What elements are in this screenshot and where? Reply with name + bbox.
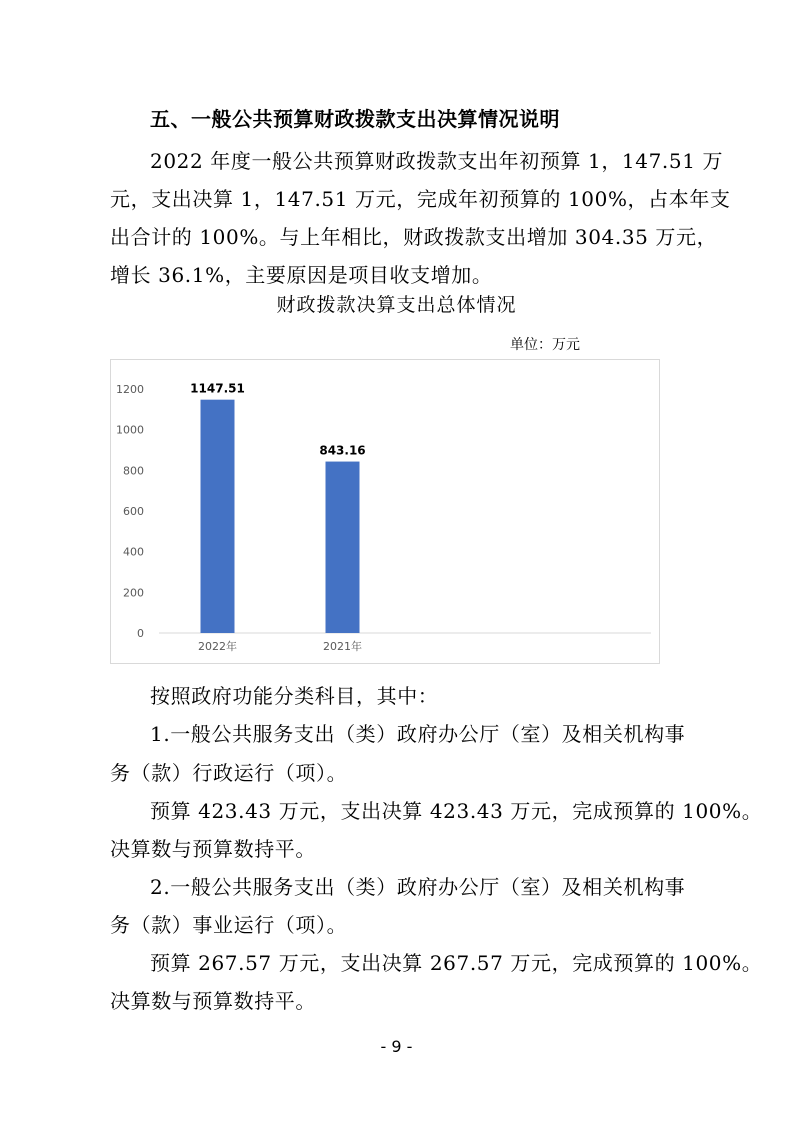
y-tick-label: 1200 xyxy=(116,383,144,396)
classification-intro: 按照政府功能分类科目，其中： xyxy=(150,684,439,708)
intro-line-4: 增长 36.1%，主要原因是项目收支增加。 xyxy=(110,263,493,287)
y-tick-label: 400 xyxy=(123,545,144,559)
unit-label: 单位：万元 xyxy=(510,337,580,353)
item-2-detail-line-1: 预算 267.57 万元，支出决算 267.57 万元，完成预算的 100%。 xyxy=(150,951,763,975)
bar-2022年 xyxy=(201,400,235,633)
page-number: - 9 - xyxy=(380,1037,413,1056)
section-heading: 五、一般公共预算财政拨款支出决算情况说明 xyxy=(150,107,560,131)
x-tick-label: 2022年 xyxy=(198,640,237,653)
y-tick-label: 800 xyxy=(123,464,144,478)
bar-2021年 xyxy=(326,462,360,633)
item-2-detail-line-2: 决算数与预算数持平。 xyxy=(110,989,316,1013)
item-1-detail-line-1: 预算 423.43 万元，支出决算 423.43 万元，完成预算的 100%。 xyxy=(150,799,763,823)
x-tick-label: 2021年 xyxy=(323,640,362,653)
item-2-title-line-2: 务（款）事业运行（项）。 xyxy=(110,913,348,937)
chart-title: 财政拨款决算支出总体情况 xyxy=(276,294,517,316)
item-1-title-line-1: 1.一般公共服务支出（类）政府办公厅（室）及相关机构事 xyxy=(150,722,686,746)
intro-line-2: 元，支出决算 1，147.51 万元，完成年初预算的 100%，占本年支 xyxy=(110,187,731,211)
item-2-title-line-1: 2.一般公共服务支出（类）政府办公厅（室）及相关机构事 xyxy=(150,875,686,899)
y-tick-label: 600 xyxy=(123,505,144,518)
bar-chart xyxy=(110,359,660,664)
y-tick-label: 1000 xyxy=(116,423,144,437)
data-label: 1147.51 xyxy=(190,381,245,396)
intro-line-3: 出合计的 100%。与上年相比，财政拨款支出增加 304.35 万元， xyxy=(110,225,718,249)
item-1-detail-line-2: 决算数与预算数持平。 xyxy=(110,837,316,861)
item-1-title-line-2: 务（款）行政运行（项）。 xyxy=(110,761,348,785)
bar-chart-svg xyxy=(111,360,659,663)
intro-line-1: 2022 年度一般公共预算财政拨款支出年初预算 1，147.51 万 xyxy=(150,149,724,173)
y-tick-label: 0 xyxy=(137,627,144,640)
data-label: 843.16 xyxy=(319,443,366,458)
y-tick-label: 200 xyxy=(123,586,144,600)
